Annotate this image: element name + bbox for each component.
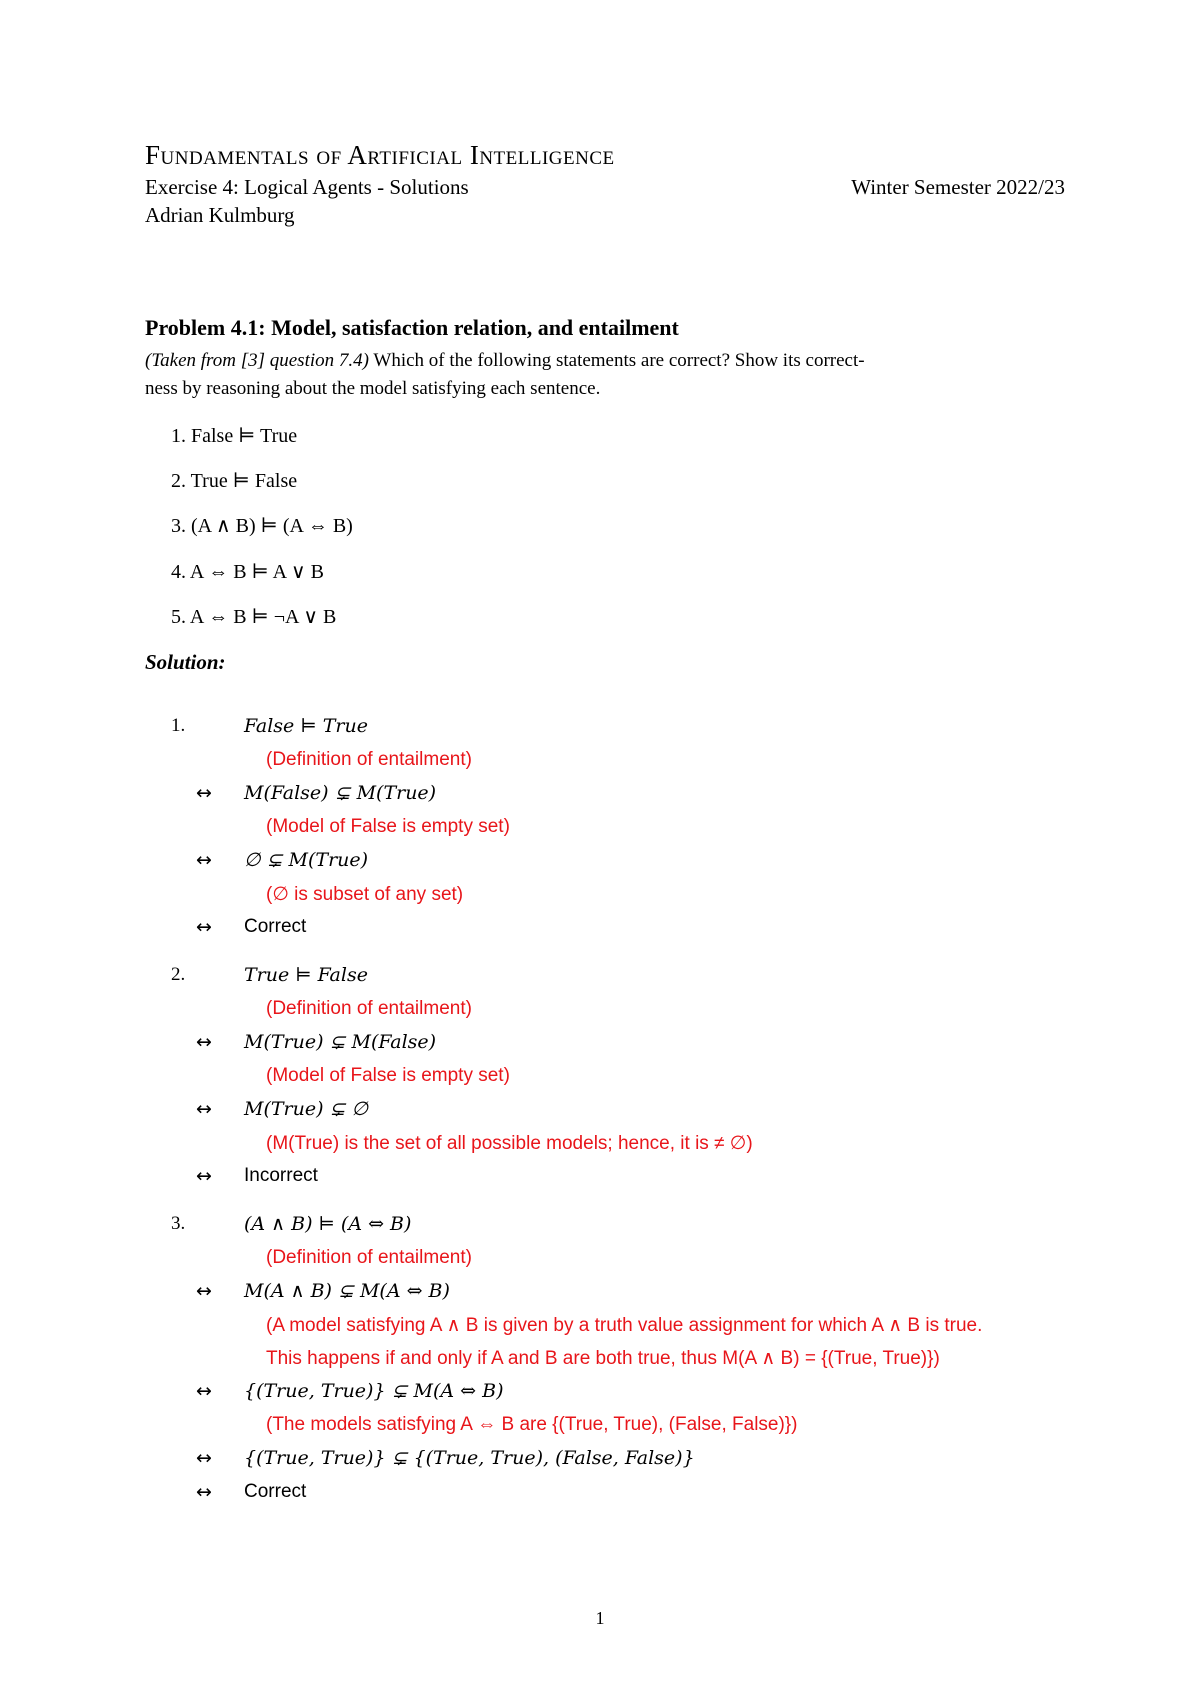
problem-title: Problem 4.1: Model, satisfaction relation, and entailment <box>145 315 679 340</box>
solution-3-step-1: M(A ∧ B) ⊊ M(A ⇔ B) <box>244 1280 450 1302</box>
statement-3: 3. (A ∧ B) ⊨ (A ⇔ B) <box>171 515 353 537</box>
solution-label: Solution: <box>145 650 226 674</box>
equivalence-arrow: ↔ <box>196 1447 212 1469</box>
equivalence-arrow: ↔ <box>196 1380 212 1402</box>
solution-1-result: Correct <box>244 916 307 937</box>
semester-label: Winter Semester 2022/23 <box>851 175 1065 199</box>
page-number: 1 <box>595 1608 605 1628</box>
equivalence-arrow: ↔ <box>196 782 212 804</box>
solution-2-result: Incorrect <box>244 1165 318 1186</box>
equivalence-arrow: ↔ <box>196 1280 212 1302</box>
solution-2-note-3: (M(True) is the set of all possible models; hence, it is ≠ ∅) <box>266 1133 753 1154</box>
solution-2-statement: True ⊨ False <box>244 964 368 986</box>
solution-2-note-1: (Definition of entailment) <box>266 998 472 1019</box>
solution-1-note-3: (∅ is subset of any set) <box>266 884 464 905</box>
solution-1-number: 1. <box>171 715 186 736</box>
problem-description-line2: ness by reasoning about the model satisfying each sentence. <box>145 378 601 399</box>
solution-3-note-2b: This happens if and only if A and B are both true, thus M(A ∧ B) = {(True, True)}) <box>266 1348 940 1369</box>
solution-3-result: Correct <box>244 1481 307 1502</box>
solution-2-note-2: (Model of False is empty set) <box>266 1065 510 1086</box>
statement-5: 5. A ⇔ B ⊨ ¬A ∨ B <box>171 606 337 628</box>
solution-3-note-2a: (A model satisfying A ∧ B is given by a truth value assignment for which A ∧ B is true. <box>266 1315 983 1336</box>
author-name: Adrian Kulmburg <box>145 203 295 227</box>
course-title: Fundamentals of Artificial Intelligence <box>145 140 615 170</box>
solution-2-number: 2. <box>171 964 186 985</box>
equivalence-arrow: ↔ <box>196 1165 212 1187</box>
source-note: (Taken from [3] question 7.4) <box>145 350 369 371</box>
solution-2-step-2: M(True) ⊊ ∅ <box>244 1098 369 1120</box>
equivalence-arrow: ↔ <box>196 1098 212 1120</box>
statement-4: 4. A ⇔ B ⊨ A ∨ B <box>171 561 324 583</box>
solution-1-statement: False ⊨ True <box>244 715 368 737</box>
solution-2-step-1: M(True) ⊊ M(False) <box>244 1031 437 1053</box>
equivalence-arrow: ↔ <box>196 1031 212 1053</box>
solution-1-step-1: M(False) ⊊ M(True) <box>244 782 437 804</box>
solution-1-note-2: (Model of False is empty set) <box>266 816 510 837</box>
exercise-title: Exercise 4: Logical Agents - Solutions <box>145 175 469 199</box>
solution-3-statement: (A ∧ B) ⊨ (A ⇔ B) <box>244 1213 412 1235</box>
solution-3-step-3: {(True, True)} ⊊ {(True, True), (False, False)} <box>244 1447 695 1469</box>
solution-3-number: 3. <box>171 1213 186 1234</box>
statement-2: 2. True ⊨ False <box>171 470 298 492</box>
problem-description-line1: (Taken from [3] question 7.4) Which of the following statements are correct? Show its correct- <box>145 350 865 371</box>
equivalence-arrow: ↔ <box>196 1481 212 1503</box>
equivalence-arrow: ↔ <box>196 849 212 871</box>
solution-1-step-2: ∅ ⊊ M(True) <box>244 849 369 871</box>
equivalence-arrow: ↔ <box>196 916 212 938</box>
solution-1-note-1: (Definition of entailment) <box>266 749 472 770</box>
statement-1: 1. False ⊨ True <box>171 425 298 447</box>
solution-3-note-3: (The models satisfying A ⇔ B are {(True, True), (False, False)}) <box>266 1414 798 1435</box>
solution-3-note-1: (Definition of entailment) <box>266 1247 472 1268</box>
solution-3-step-2: {(True, True)} ⊊ M(A ⇔ B) <box>244 1380 504 1402</box>
